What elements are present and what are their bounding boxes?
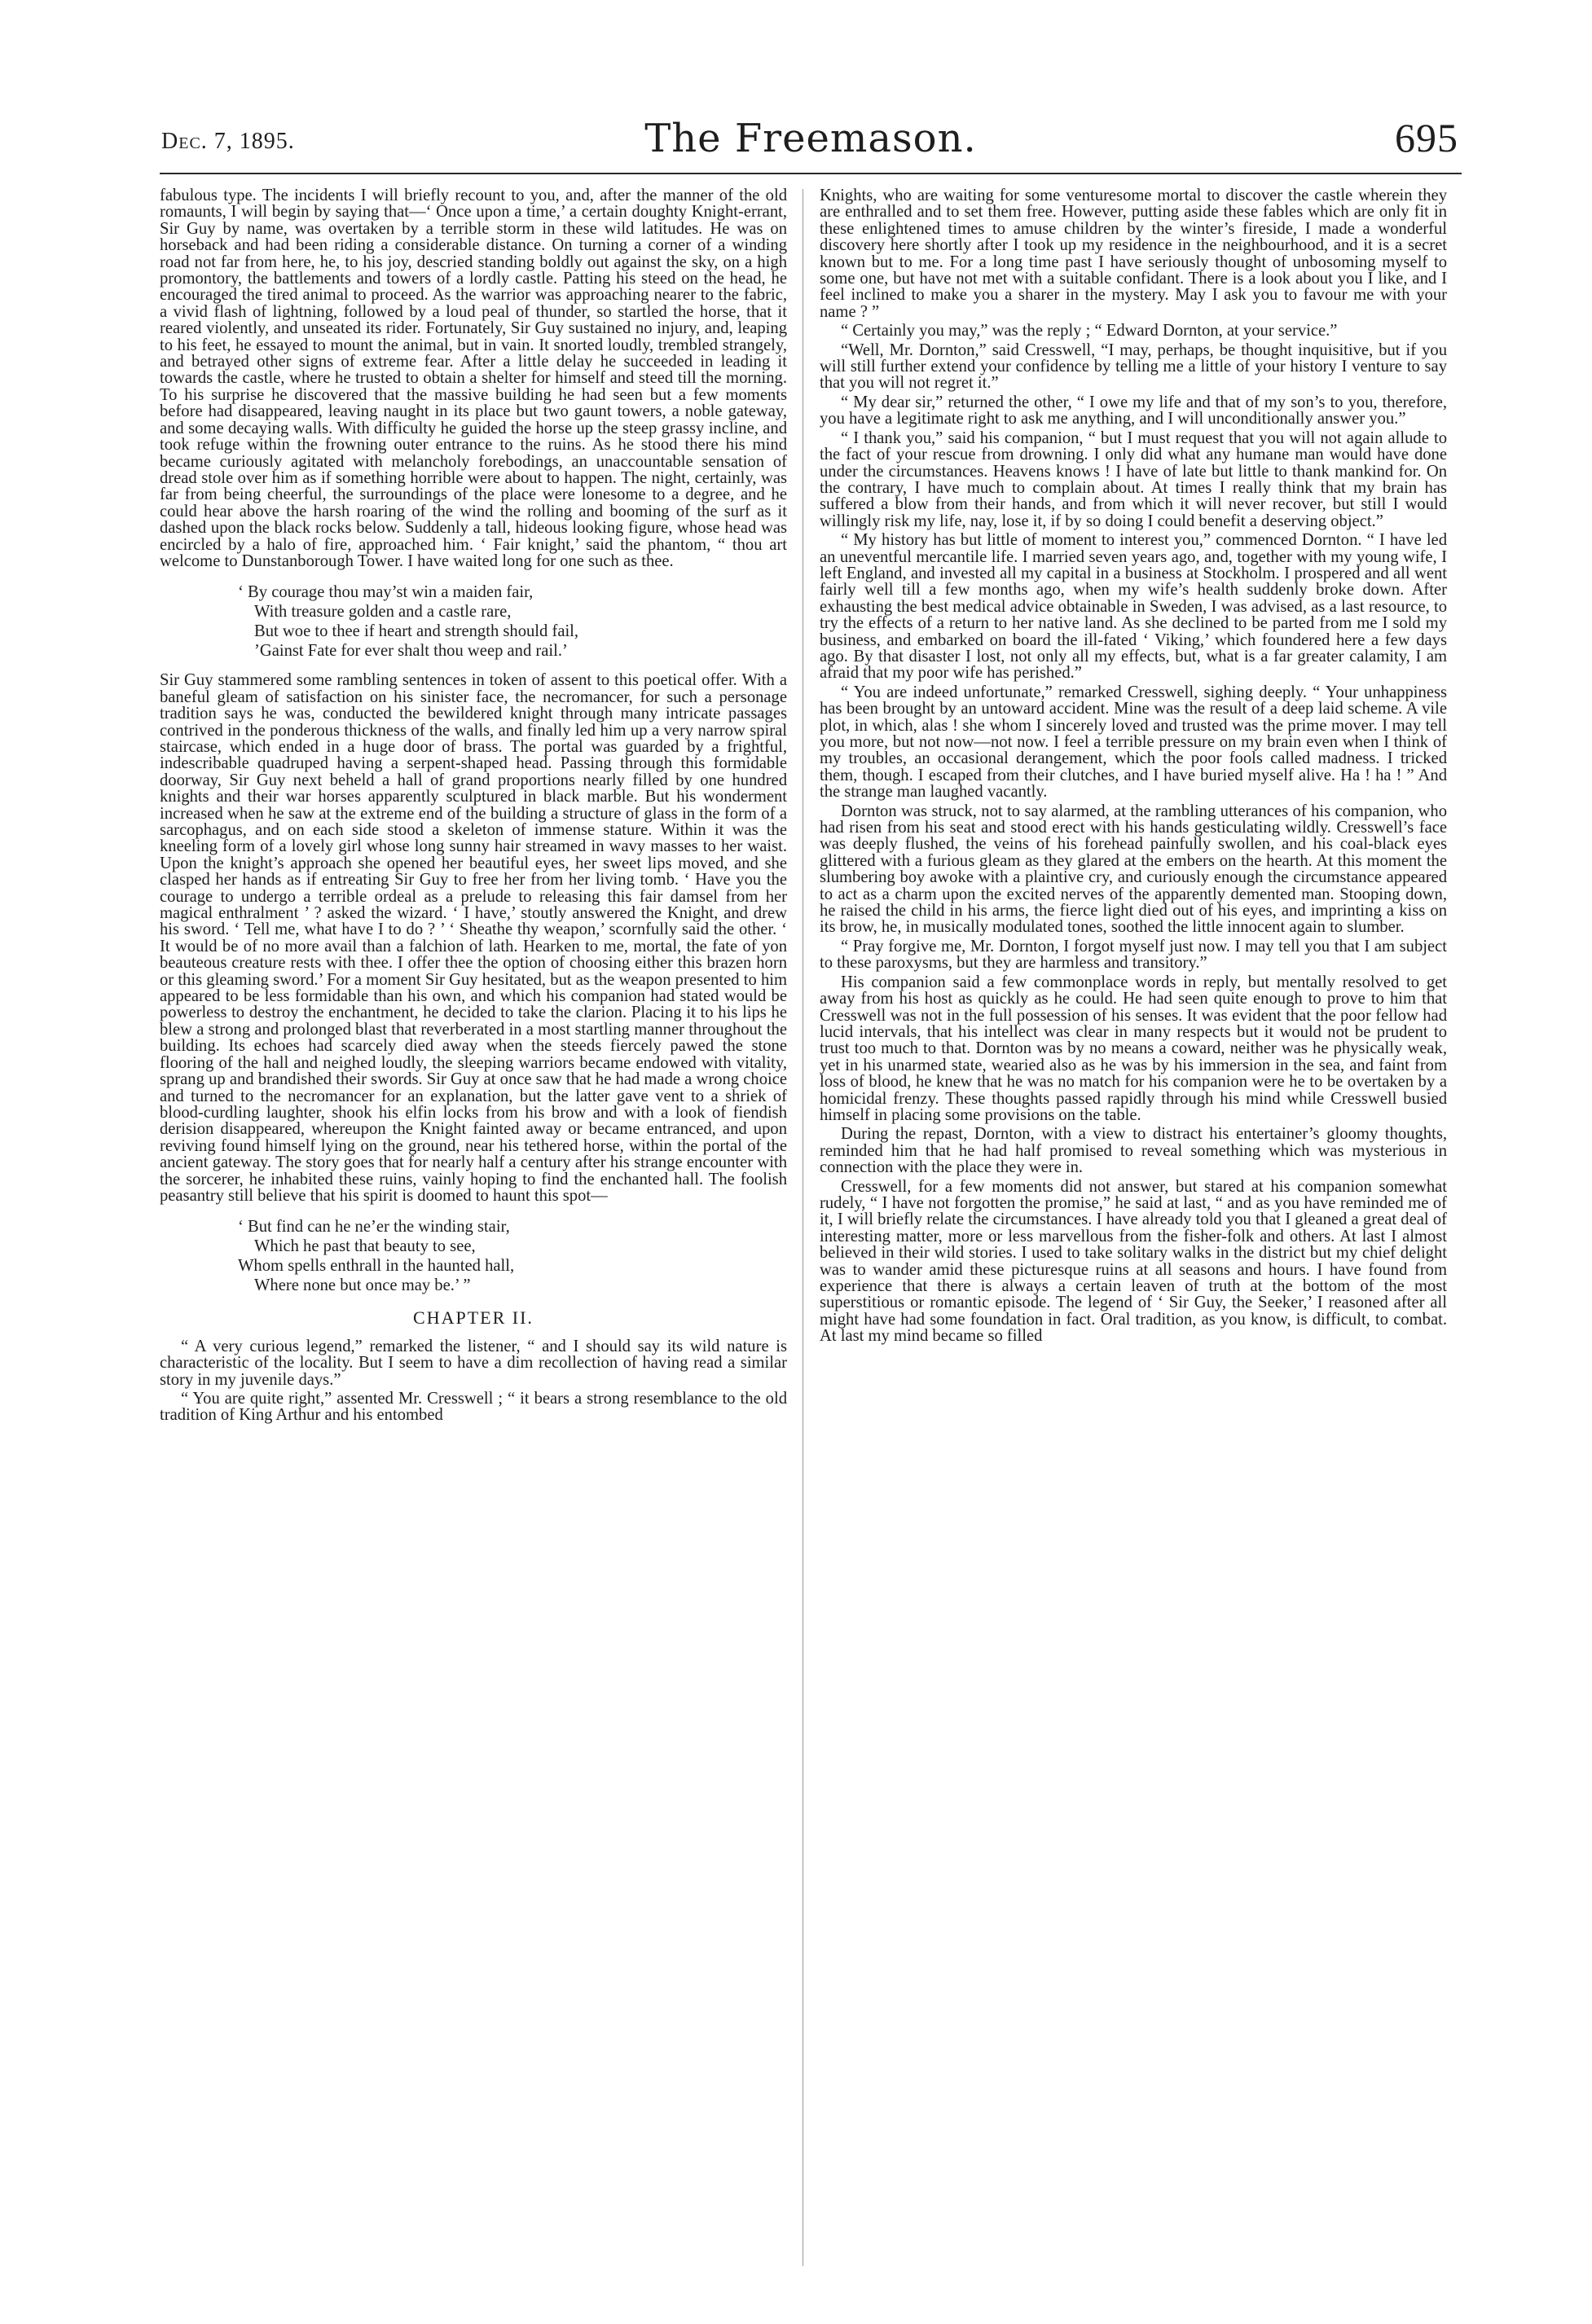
right-paragraph: His companion said a few commonplace words in reply, but mentally resolved to get away from his host as quickly as he could. He had seen quite enough to prove to him that Cresswell was not in the full possession of his senses. It was evident that the poor fellow had lucid intervals, that his intellect was clear in many respects but it would not be prudent to trust too much to that. Dornton was by no means a coward, neither was he physically weak, yet in his unarmed state, wearied also as he was by his immersion in the sea, and faint from loss of blood, he knew that he was no match for his companion were he to be overtaken by a homicidal frenzy. These thoughts passed rapidly through his mind while Cresswell busied himself in placing some provisions on the table.: [820, 973, 1447, 1124]
right-paragraph: “ Pray forgive me, Mr. Dornton, I forgot myself just now. I may tell you that I am subject to these paroxysms, but they are harmless and transitory.”: [820, 937, 1447, 973]
right-paragraph: “ My history has but little of moment to interest you,” commenced Dornton. “ I have led an uneventful mercantile life. I married seven years ago, and, together with my young wife, I left England, and invested all my capital in a business at Stockholm. I prospered and all went fairly well till a few months ago, when my wife’s health suddenly broke down. After exhausting the best medical advice obtainable in Sweden, I was advised, as a last resource, to try the effects of a return to her native land. As she declined to be parted from me I sold my business, and embarked on board the ill-fated ‘ Viking,’ which foundered here a few days ago. By that disaster I lost, not only all my effects, but, what is a far greater calamity, I am afraid that my poor wife has perished.”: [820, 531, 1447, 683]
chapter-heading: CHAPTER II.: [413, 1307, 534, 1329]
verse-line: Whom spells enthrall in the haunted hall,: [238, 1257, 515, 1276]
right-paragraph: “ I thank you,” said his companion, “ but I must request that you will not again allude to the fact of your rescue from drowning. I only did what any humane man would have done under the circumstances. Heavens knows ! I have of late but little to thank mankind for. On the contrary, I have much to complain about. At times I really think that my brain has suffered a blow from their hands, and from which it will never recover, but still I would willingly risk my life, nay, lose it, if by so doing I could benefit a deserving object.”: [820, 428, 1447, 530]
header-rule: [160, 173, 1462, 174]
verse-line: ‘ By courage thou may’st win a maiden fair,: [238, 583, 534, 602]
right-paragraph: “ My dear sir,” returned the other, “ I owe my life and that of my son’s to you, therefore, you have a legitimate right to ask me anything, and I will unconditionally answer you.”: [820, 393, 1447, 428]
page-number: 695: [1395, 115, 1458, 160]
right-paragraph: “ Certainly you may,” was the reply ; “ Edward Dornton, at your service.”: [841, 322, 1338, 340]
verse-line: But woe to thee if heart and strength should fail,: [254, 622, 579, 641]
right-paragraph: “ You are indeed unfortunate,” remarked Cresswell, sighing deeply. “ Your unhappiness has been brought by an untoward accident. Mine was the result of a deep laid scheme. A vile plot, in which, alas ! she whom I sincerely loved and trusted was the prime mover. I may tell you more, but not now—not now. I feel a terrible pressure on my brain even when I think of my troubles, an occasional derangement, which the poor fools called madness. I tricked them, though. I escaped from their clutches, and I have buried myself alive. Ha ! ha ! ” And the strange man laughed vacantly.: [820, 683, 1447, 802]
left-paragraph: “ You are quite right,” assented Mr. Cresswell ; “ it bears a strong resemblance to the old tradition of King Arthur and his entombed: [160, 1389, 787, 1425]
verse-line: Which he past that beauty to see,: [254, 1237, 476, 1256]
right-paragraph: Cresswell, for a few moments did not answer, but stared at his companion somewhat rudely, “ I have not forgotten the promise,” he said at last, “ and as you have reminded me of it, I will briefly relate the circumstances. I have already told you that I gleaned a great deal of interesting matter, more or less marvellous from the fisher-folk and others. At last I almost believed in their wild stories. I used to take solitary walks in the district but my chief delight was to wander amid these picturesque ruins at all seasons and hours. I have found from experience that there is always a certain leaven of truth at the bottom of the most superstitious or romantic episode. The legend of ‘ Sir Guy, the Seeker,’ I reasoned after all might have had some foundation in fact. Oral tradition, as you know, is difficult, to combat. At last my mind became so filled: [820, 1177, 1447, 1346]
issue-date: Dec. 7, 1895.: [161, 129, 295, 154]
right-paragraph: “Well, Mr. Dornton,” said Cresswell, “I may, perhaps, be thought inquisitive, but if you will still further extend your confidence by telling me a little of your history I venture to say that you will not regret it.”: [820, 340, 1447, 393]
right-paragraph: During the repast, Dornton, with a view to distract his entertainer’s gloomy thoughts, reminded him that he had half promised to reveal something which was mysterious in connection with the place they were in.: [820, 1125, 1447, 1177]
left-paragraph: fabulous type. The incidents I will briefly recount to you, and, after the manner of the old romaunts, I will begin by saying that—‘ Once upon a time,’ a certain doughty Knight-errant, Sir Guy by name, was overtaken by a terrible storm in these wild latitudes. He was on horseback and had been riding a considerable distance. On turning a corner of a winding road not far from here, he, to his joy, descried standing boldly out against the sky, on a high promontory, the battlements and towers of a lordly castle. Patting his steed on the head, he encouraged the tired animal to proceed. As the warrior was approaching nearer to the fabric, a vivid flash of lightning, followed by a loud peal of thunder, so startled the horse, that it reared violently, and unseated its rider. Fortunately, Sir Guy sustained no injury, and, leaping to his feet, he essayed to mount the animal, but in vain. It snorted loudly, trembled strangely, and betrayed other signs of extreme fear. After a little delay he succeeded in leading it towards the castle, where he trusted to obtain a shelter for himself and steed till the morning. To his surprise he discovered that the massive building he had seen but a few moments before had disappeared, leaving naught in its place but two gaunt towers, a noble gateway, and some decaying walls. With difficulty he guided the horse up the steep grassy incline, and took refuge within the frowning outer entrance to the ruins. As he stood there his mind became curiously agitated with melancholy forebodings, an unaccountable sensation of dread stole over him as if something horrible were about to happen. The night, certainly, was far from being cheerful, the surroundings of the place were lonesome to a degree, and he could hear above the harsh roaring of the wind the rolling and booming of the surf as it dashed upon the black rocks below. Suddenly a tall, hideous looking figure, whose head was encircled by a halo of fire, approached him. ‘ Fair knight,’ said the phantom, “ thou art welcome to Dunstanborough Tower. I have waited long for one such as thee.: [160, 187, 787, 570]
right-paragraph: Dornton was struck, not to say alarmed, at the rambling utterances of his companion, who had risen from his seat and stood erect with his hands gesticulating wildly. Cresswell’s face was deeply flushed, the veins of his forehead painfully swollen, and his coal-black eyes glittered with a furious gleam as they glared at the embers on the hearth. At this moment the slumbering boy awoke with a plaintive cry, and curiously enough the circumstance appeared to act as a charm upon the excited nerves of the apparently demented man. Stooping down, he raised the child in his arms, the fierce light died out of his eyes, and imprinting a kiss on its brow, he, in musically modulated tones, soothed the little innocent again to slumber.: [820, 802, 1447, 937]
right-paragraph: Knights, who are waiting for some venturesome mortal to discover the castle wherein they are enthralled and to set them free. However, putting aside these fables which are only fit in these enlightened times to amuse children by the winter’s fireside, I made a wonderful discovery here shortly after I took up my residence in the neighbourhood, and it is a secret known but to me. For a long time past I have seriously thought of unbosoming myself to some one, but have not met with a suitable confidant. There is a look about you I like, and I feel inclined to make you a sharer in the mystery. May I ask you to favour me with your name ? ”: [820, 187, 1447, 321]
verse-stanza-2: [238, 1217, 787, 1295]
verse-line: ’Gainst Fate for ever shalt thou weep and rail.’: [254, 642, 568, 661]
page-header: [160, 96, 1462, 169]
verse-line: Where none but once may be.’ ”: [254, 1276, 471, 1295]
left-paragraph: “ A very curious legend,” remarked the listener, “ and I should say its wild nature is characteristic of the locality. But I seem to have a dim recollection of having read a similar story in my juvenile days.”: [160, 1337, 787, 1389]
left-paragraph: Sir Guy stammered some rambling sentences in token of assent to this poetical offer. With a baneful gleam of satisfaction on his sinister face, the necromancer, for such a personage tradition says he was, conducted the bewildered knight through many intricate passages contrived in the ponderous thickness of the walls, and finally led him up a very narrow spiral staircase, which ended in a huge door of brass. The portal was guarded by a frightful, indescribable quadruped having a serpent-shaped head. Passing through this formidable doorway, Sir Guy next beheld a hall of grand proportions nearly filled by one hundred knights and their war horses apparently sculptured in black marble. But his wonderment increased when he saw at the extreme end of the building a structure of glass in the form of a sarcophagus, and on each side stood a skeleton of immense stature. Within it was the kneeling form of a lovely girl whose long sunny hair streamed in wavy masses to her waist. Upon the knight’s approach she opened her beautiful eyes, her sweet lips moved, and she clasped her hands as if entreating Sir Guy to free her from her living tomb. ‘ Have you the courage to undergo a terrible ordeal as a prelude to releasing this fair damsel from her magical enthralment ’ ? asked the wizard. ‘ I have,’ stoutly answered the Knight, and drew his sword. ‘ Tell me, what have I to do ? ’ ‘ Sheathe thy weapon,’ scornfully said the other. ‘ It would be of no more avail than a falchion of lath. Hearken to me, mortal, the fate of yon beauteous creature rests with thee. I offer thee the option of choosing either this brazen horn or this gleaming sword.’ For a moment Sir Guy hesitated, but as the weapon presented to him appeared to be less formidable than his own, and which his companion had stated would be powerless to destroy the enchantment, he decided to take the clarion. Placing it to his lips he blew a strong and prolonged blast that reverberated in a most startling manner throughout the building. Its echoes had scarcely died away when the steeds fiercely pawed the stone flooring of the hall and neighed loudly, the sleeping warriors became endowed with vitality, sprang up and brandished their swords. Sir Guy at once saw that he had made a wrong choice and turned to the necromancer for an explanation, but the latter gave vent to a shriek of blood-curdling laughter, shook his elfin locks from his brow and with a look of fiendish derision disappeared, whereupon the Knight fainted away or became entranced, and upon reviving found himself lying on the ground, near his tethered horse, within the portal of the ancient gateway. The story goes that for nearly half a century after his strange encounter with the sorcerer, he inhabited these ruins, vainly hoping to find the enchanted hall. The foolish peasantry still believe that his spirit is doomed to haunt this spot—: [160, 671, 787, 1205]
verse-line: With treasure golden and a castle rare,: [254, 603, 512, 622]
verse-stanza-1: [238, 582, 787, 661]
verse-line: ‘ But find can he ne’er the winding stair,: [238, 1218, 510, 1237]
left-column: [160, 187, 787, 2273]
masthead-title: The Freemason.: [644, 116, 977, 161]
right-column: [820, 187, 1447, 2273]
